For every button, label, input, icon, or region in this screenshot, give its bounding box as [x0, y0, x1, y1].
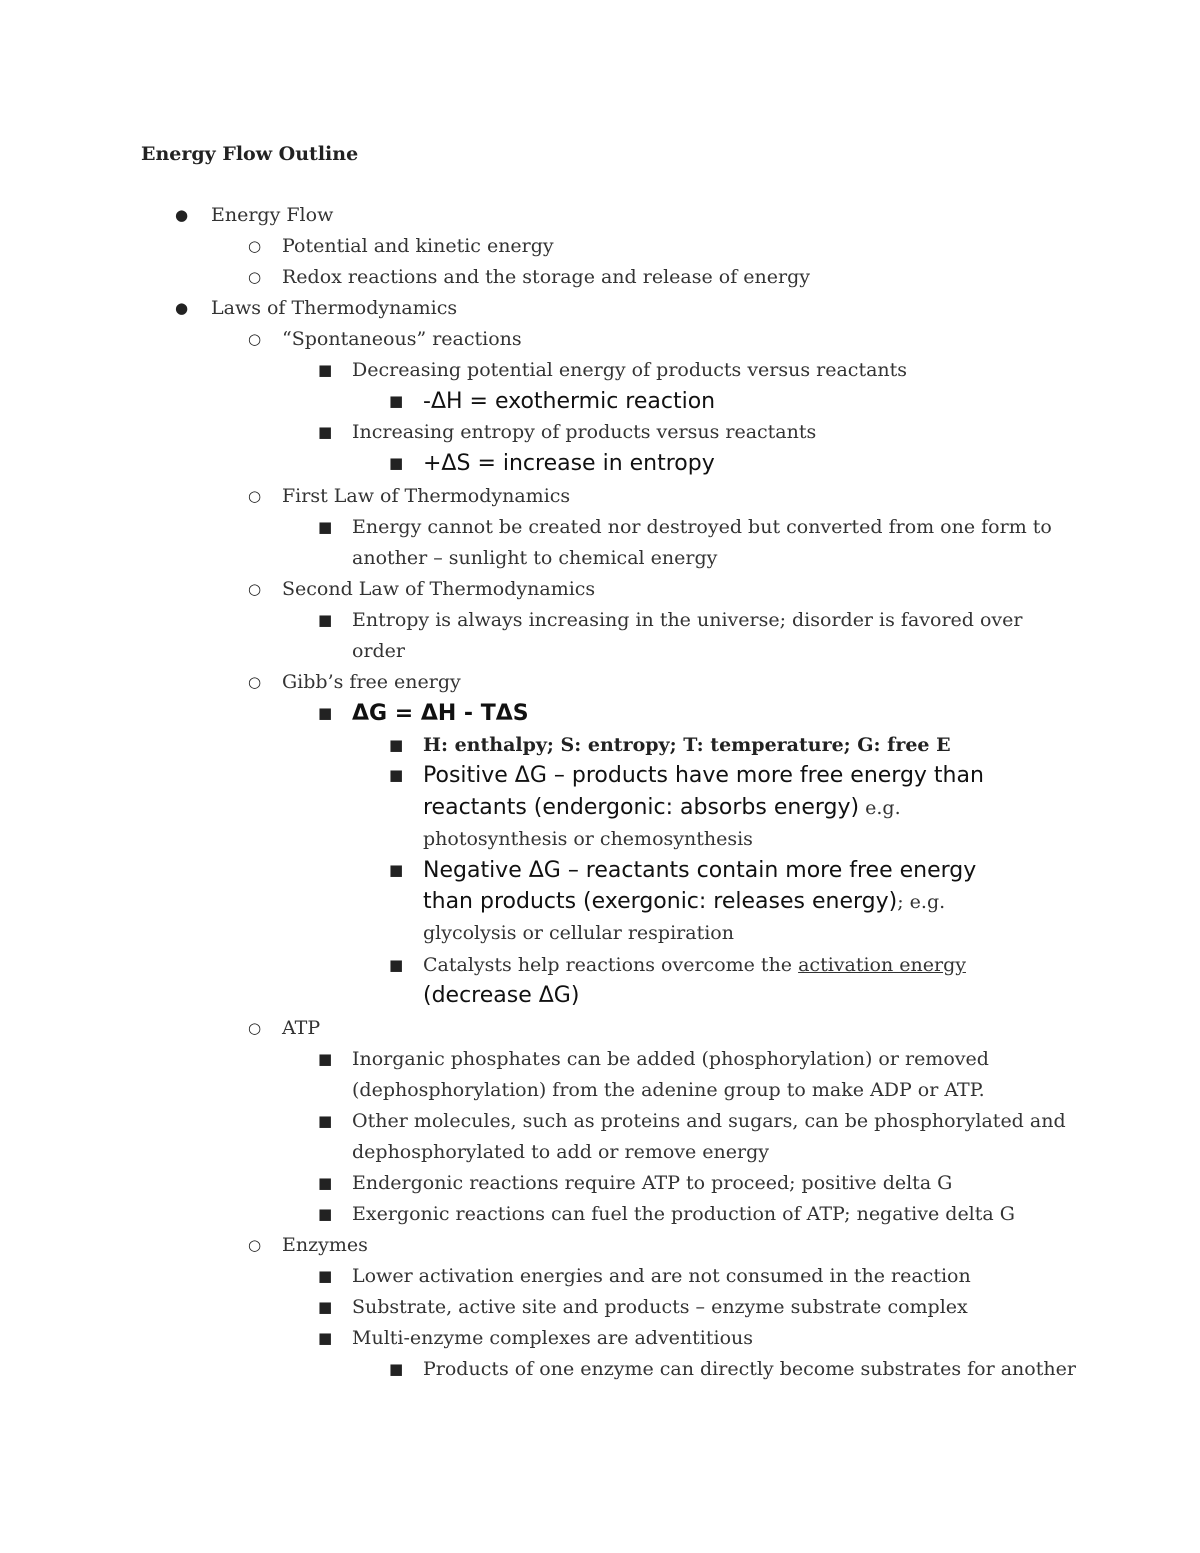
outline-item: ■ Increasing entropy of products versus reactants — [352, 417, 816, 448]
square-bullet-icon: ■ — [389, 454, 404, 472]
square-bullet-icon: ■ — [318, 1112, 333, 1130]
square-bullet-icon: ■ — [389, 766, 404, 784]
outline-item: ■ -ΔH = exothermic reaction — [423, 386, 715, 418]
page-title: Energy Flow Outline — [141, 143, 359, 165]
square-bullet-icon: ■ — [389, 861, 404, 879]
square-bullet-icon: ■ — [318, 1298, 333, 1316]
outline-item: ■ Other molecules, such as proteins and sugars, can be phosphorylated and — [352, 1106, 1066, 1137]
square-bullet-icon: ■ — [389, 1360, 404, 1378]
outline-item: ■ Exergonic reactions can fuel the production of ATP; negative delta G — [352, 1199, 1015, 1230]
outline-item: ■ Positive ΔG – products have more free energy than — [423, 760, 984, 792]
square-bullet-icon: ■ — [318, 704, 333, 722]
hollow-circle-bullet-icon: ○ — [248, 1019, 262, 1037]
outline-item: ■ Decreasing potential energy of products versus reactants — [352, 355, 907, 386]
square-bullet-icon: ■ — [389, 956, 404, 974]
activation-energy-term: activation energy — [798, 954, 966, 976]
outline-item-continuation: another – sunlight to chemical energy — [352, 547, 718, 569]
outline-item: ■ Multi-enzyme complexes are adventitious — [352, 1323, 753, 1354]
outline-item: ○ Gibb’s free energy — [282, 667, 461, 698]
outline-item-continuation: photosynthesis or chemosynthesis — [423, 828, 753, 850]
outline-item-continuation: reactants (endergonic: absorbs energy) e.g. — [423, 795, 901, 820]
outline-item: ○ “Spontaneous” reactions — [282, 324, 522, 355]
outline-item: ● Laws of Thermodynamics — [211, 293, 457, 324]
outline-item: ■ +ΔS = increase in entropy — [423, 448, 715, 480]
square-bullet-icon: ■ — [318, 423, 333, 441]
outline-item-continuation: (dephosphorylation) from the adenine group to make ADP or ATP. — [352, 1079, 985, 1101]
outline-item-continuation: than products (exergonic: releases energy); e.g. — [423, 889, 946, 914]
hollow-circle-bullet-icon: ○ — [248, 1236, 262, 1254]
outline-item-continuation: glycolysis or cellular respiration — [423, 922, 734, 944]
hollow-circle-bullet-icon: ○ — [248, 673, 262, 691]
square-bullet-icon: ■ — [318, 361, 333, 379]
filled-circle-bullet-icon: ● — [175, 299, 189, 317]
outline-item: ○ Enzymes — [282, 1230, 368, 1261]
square-bullet-icon: ■ — [318, 1329, 333, 1347]
outline-item: ○ First Law of Thermodynamics — [282, 481, 570, 512]
square-bullet-icon: ■ — [318, 1267, 333, 1285]
outline-item: ○ Redox reactions and the storage and release of energy — [282, 262, 810, 293]
square-bullet-icon: ■ — [318, 1205, 333, 1223]
outline-item: ■ Endergonic reactions require ATP to proceed; positive delta G — [352, 1168, 952, 1199]
outline-item: ○ Second Law of Thermodynamics — [282, 574, 595, 605]
square-bullet-icon: ■ — [389, 392, 404, 410]
outline-item-continuation: dephosphorylated to add or remove energy — [352, 1141, 770, 1163]
hollow-circle-bullet-icon: ○ — [248, 487, 262, 505]
outline-item: ■ Inorganic phosphates can be added (phosphorylation) or removed — [352, 1044, 989, 1075]
outline-item: ■ Catalysts help reactions overcome the activation energy — [423, 950, 966, 981]
outline-item: ■ ΔG = ΔH - TΔS — [352, 698, 529, 730]
outline-item: ■ Negative ΔG – reactants contain more free energy — [423, 855, 976, 887]
outline-item: ■ Entropy is always increasing in the universe; disorder is favored over — [352, 605, 1022, 636]
outline-item: ■ Energy cannot be created nor destroyed but converted from one form to — [352, 512, 1052, 543]
square-bullet-icon: ■ — [318, 518, 333, 536]
hollow-circle-bullet-icon: ○ — [248, 330, 262, 348]
outline-item: ○ Potential and kinetic energy — [282, 231, 554, 262]
hollow-circle-bullet-icon: ○ — [248, 268, 262, 286]
outline-item: ■ H: enthalpy; S: entropy; T: temperature; G: free E — [423, 730, 951, 761]
outline-item: ■ Products of one enzyme can directly become substrates for another — [423, 1354, 1076, 1385]
hollow-circle-bullet-icon: ○ — [248, 237, 262, 255]
outline-item: ■ Lower activation energies and are not consumed in the reaction — [352, 1261, 971, 1292]
square-bullet-icon: ■ — [318, 611, 333, 629]
outline-item-continuation: (decrease ΔG) — [423, 983, 580, 1008]
hollow-circle-bullet-icon: ○ — [248, 580, 262, 598]
outline-item: ● Energy Flow — [211, 200, 333, 231]
outline-item: ○ ATP — [282, 1013, 320, 1044]
outline-item-continuation: order — [352, 640, 406, 662]
filled-circle-bullet-icon: ● — [175, 206, 189, 224]
outline-item: ■ Substrate, active site and products – enzyme substrate complex — [352, 1292, 968, 1323]
square-bullet-icon: ■ — [318, 1174, 333, 1192]
square-bullet-icon: ■ — [389, 736, 404, 754]
square-bullet-icon: ■ — [318, 1050, 333, 1068]
